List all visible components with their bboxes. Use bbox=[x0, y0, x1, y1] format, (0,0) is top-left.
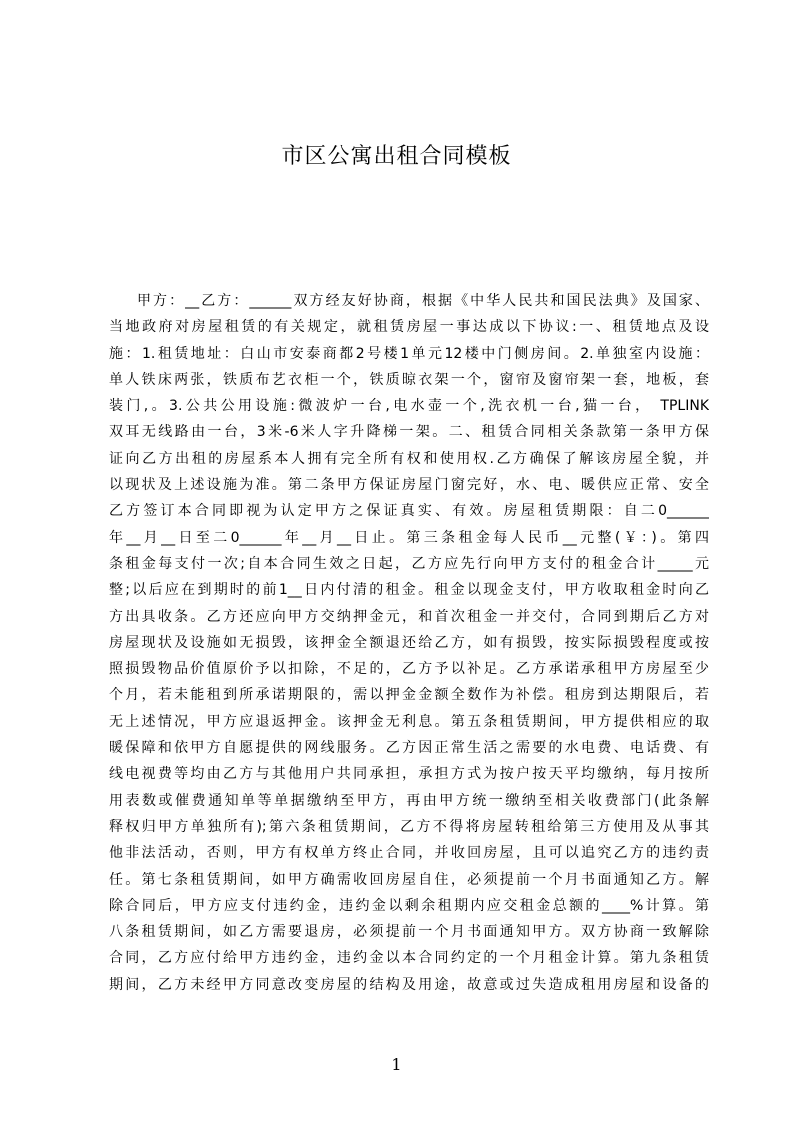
body-line: 无上述情况，甲方应退返押金。该押金无利息。第五条租赁期间，甲方提供相应的取 bbox=[109, 713, 709, 730]
body-line: 房屋现状及设施如无损毁，该押金全额退还给乙方，如有损毁，按实际损毁程度或按 bbox=[109, 634, 709, 651]
body-line: 他非法活动，否则，甲方有权单方终止合同，并收回房屋，且可以追究乙方的违约责 bbox=[109, 845, 709, 862]
body-line: 照损毁物品价值原价予以扣除，不足的，乙方予以补足。乙方承诺承租甲方房屋至少 bbox=[109, 661, 709, 678]
body-line: 八条租赁期间，如乙方需要退房，必须提前一个月书面通知甲方。双方协商一致解除 bbox=[109, 924, 709, 941]
body-line: 整;以后应在到期时的前1__日内付清的租金。租金以现金支付，甲方收取租金时向乙 bbox=[109, 582, 709, 599]
body-line: 释权归甲方单独所有);第六条租赁期间，乙方不得将房屋转租给第三方使用及从事其 bbox=[109, 818, 709, 835]
body-line: 暖保障和依甲方自愿提供的网线服务。乙方因正常生活之需要的水电费、电话费、有 bbox=[109, 740, 709, 757]
body-line: 线电视费等均由乙方与其他用户共同承担，承担方式为按户按天平均缴纳，每月按所 bbox=[109, 766, 709, 783]
body-line: 当地政府对房屋租赁的有关规定，就租赁房屋一事达成以下协议:一、租赁地点及设 bbox=[109, 319, 709, 336]
body-line: 证向乙方出租的房屋系本人拥有完全所有权和使用权.乙方确保了解该房屋全貌，并 bbox=[109, 450, 709, 467]
document-title: 市区公寓出租合同模板 bbox=[281, 144, 512, 169]
body-line: 期间，乙方未经甲方同意改变房屋的结构及用途，故意或过失造成租用房屋和设备的 bbox=[109, 976, 709, 993]
body-line: 装门,。3.公共公用设施:微波炉一台,电水壶一个,洗衣机一台,猫一台， TPLINK bbox=[109, 398, 709, 415]
body-line: 双耳无线路由一台，3米-6米人字升降梯一架。二、租赁合同相关条款第一条甲方保 bbox=[109, 424, 709, 441]
body-line: 用表数或催费通知单等单据缴纳至甲方，再由甲方统一缴纳至相关收费部门(此条解 bbox=[109, 792, 709, 809]
body-line: 以现状及上述设施为准。第二条甲方保证房屋门窗完好，水、电、暖供应正常、安全 bbox=[109, 477, 709, 494]
body-line: 甲方：__乙方：______双方经友好协商，根据《中华人民共和国民法典》及国家、 bbox=[137, 293, 709, 309]
body-line: 方出具收条。乙方还应向甲方交纳押金元，和首次租金一并交付，合同到期后乙方对 bbox=[109, 608, 709, 625]
page-number: 1 bbox=[391, 1055, 402, 1074]
body-line: 合同，乙方应付给甲方违约金，违约金以本合同约定的一个月租金计算。第九条租赁 bbox=[109, 950, 709, 967]
body-line: 除合同后，甲方应支付违约金，违约金以剩余租期内应交租金总额的____%计算。第 bbox=[109, 897, 709, 914]
body-line: 任。第七条租赁期间，如甲方确需收回房屋自住，必须提前一个月书面通知乙方。解 bbox=[109, 871, 709, 888]
body-line: 施：1.租赁地址：白山市安泰商都2号楼1单元12楼中门侧房间。2.单独室内设施： bbox=[109, 345, 709, 362]
body-line: 单人铁床两张，铁质布艺衣柜一个，铁质晾衣架一个，窗帘及窗帘架一套，地板，套 bbox=[109, 371, 709, 388]
body-line: 条租金每支付一次;自本合同生效之日起，乙方应先行向甲方支付的租金合计_____元 bbox=[109, 555, 709, 572]
body-line: 年__月__日至二0______年__月__日止。第三条租金每人民币__元整(￥：)。第四 bbox=[109, 529, 709, 546]
contract-body bbox=[109, 288, 709, 998]
body-line: 乙方签订本合同即视为认定甲方之保证真实、有效。房屋租赁期限：自二0______ bbox=[109, 503, 709, 520]
body-line: 个月，若未能租到所承诺期限的，需以押金金额全数作为补偿。租房到达期限后，若 bbox=[109, 687, 709, 704]
